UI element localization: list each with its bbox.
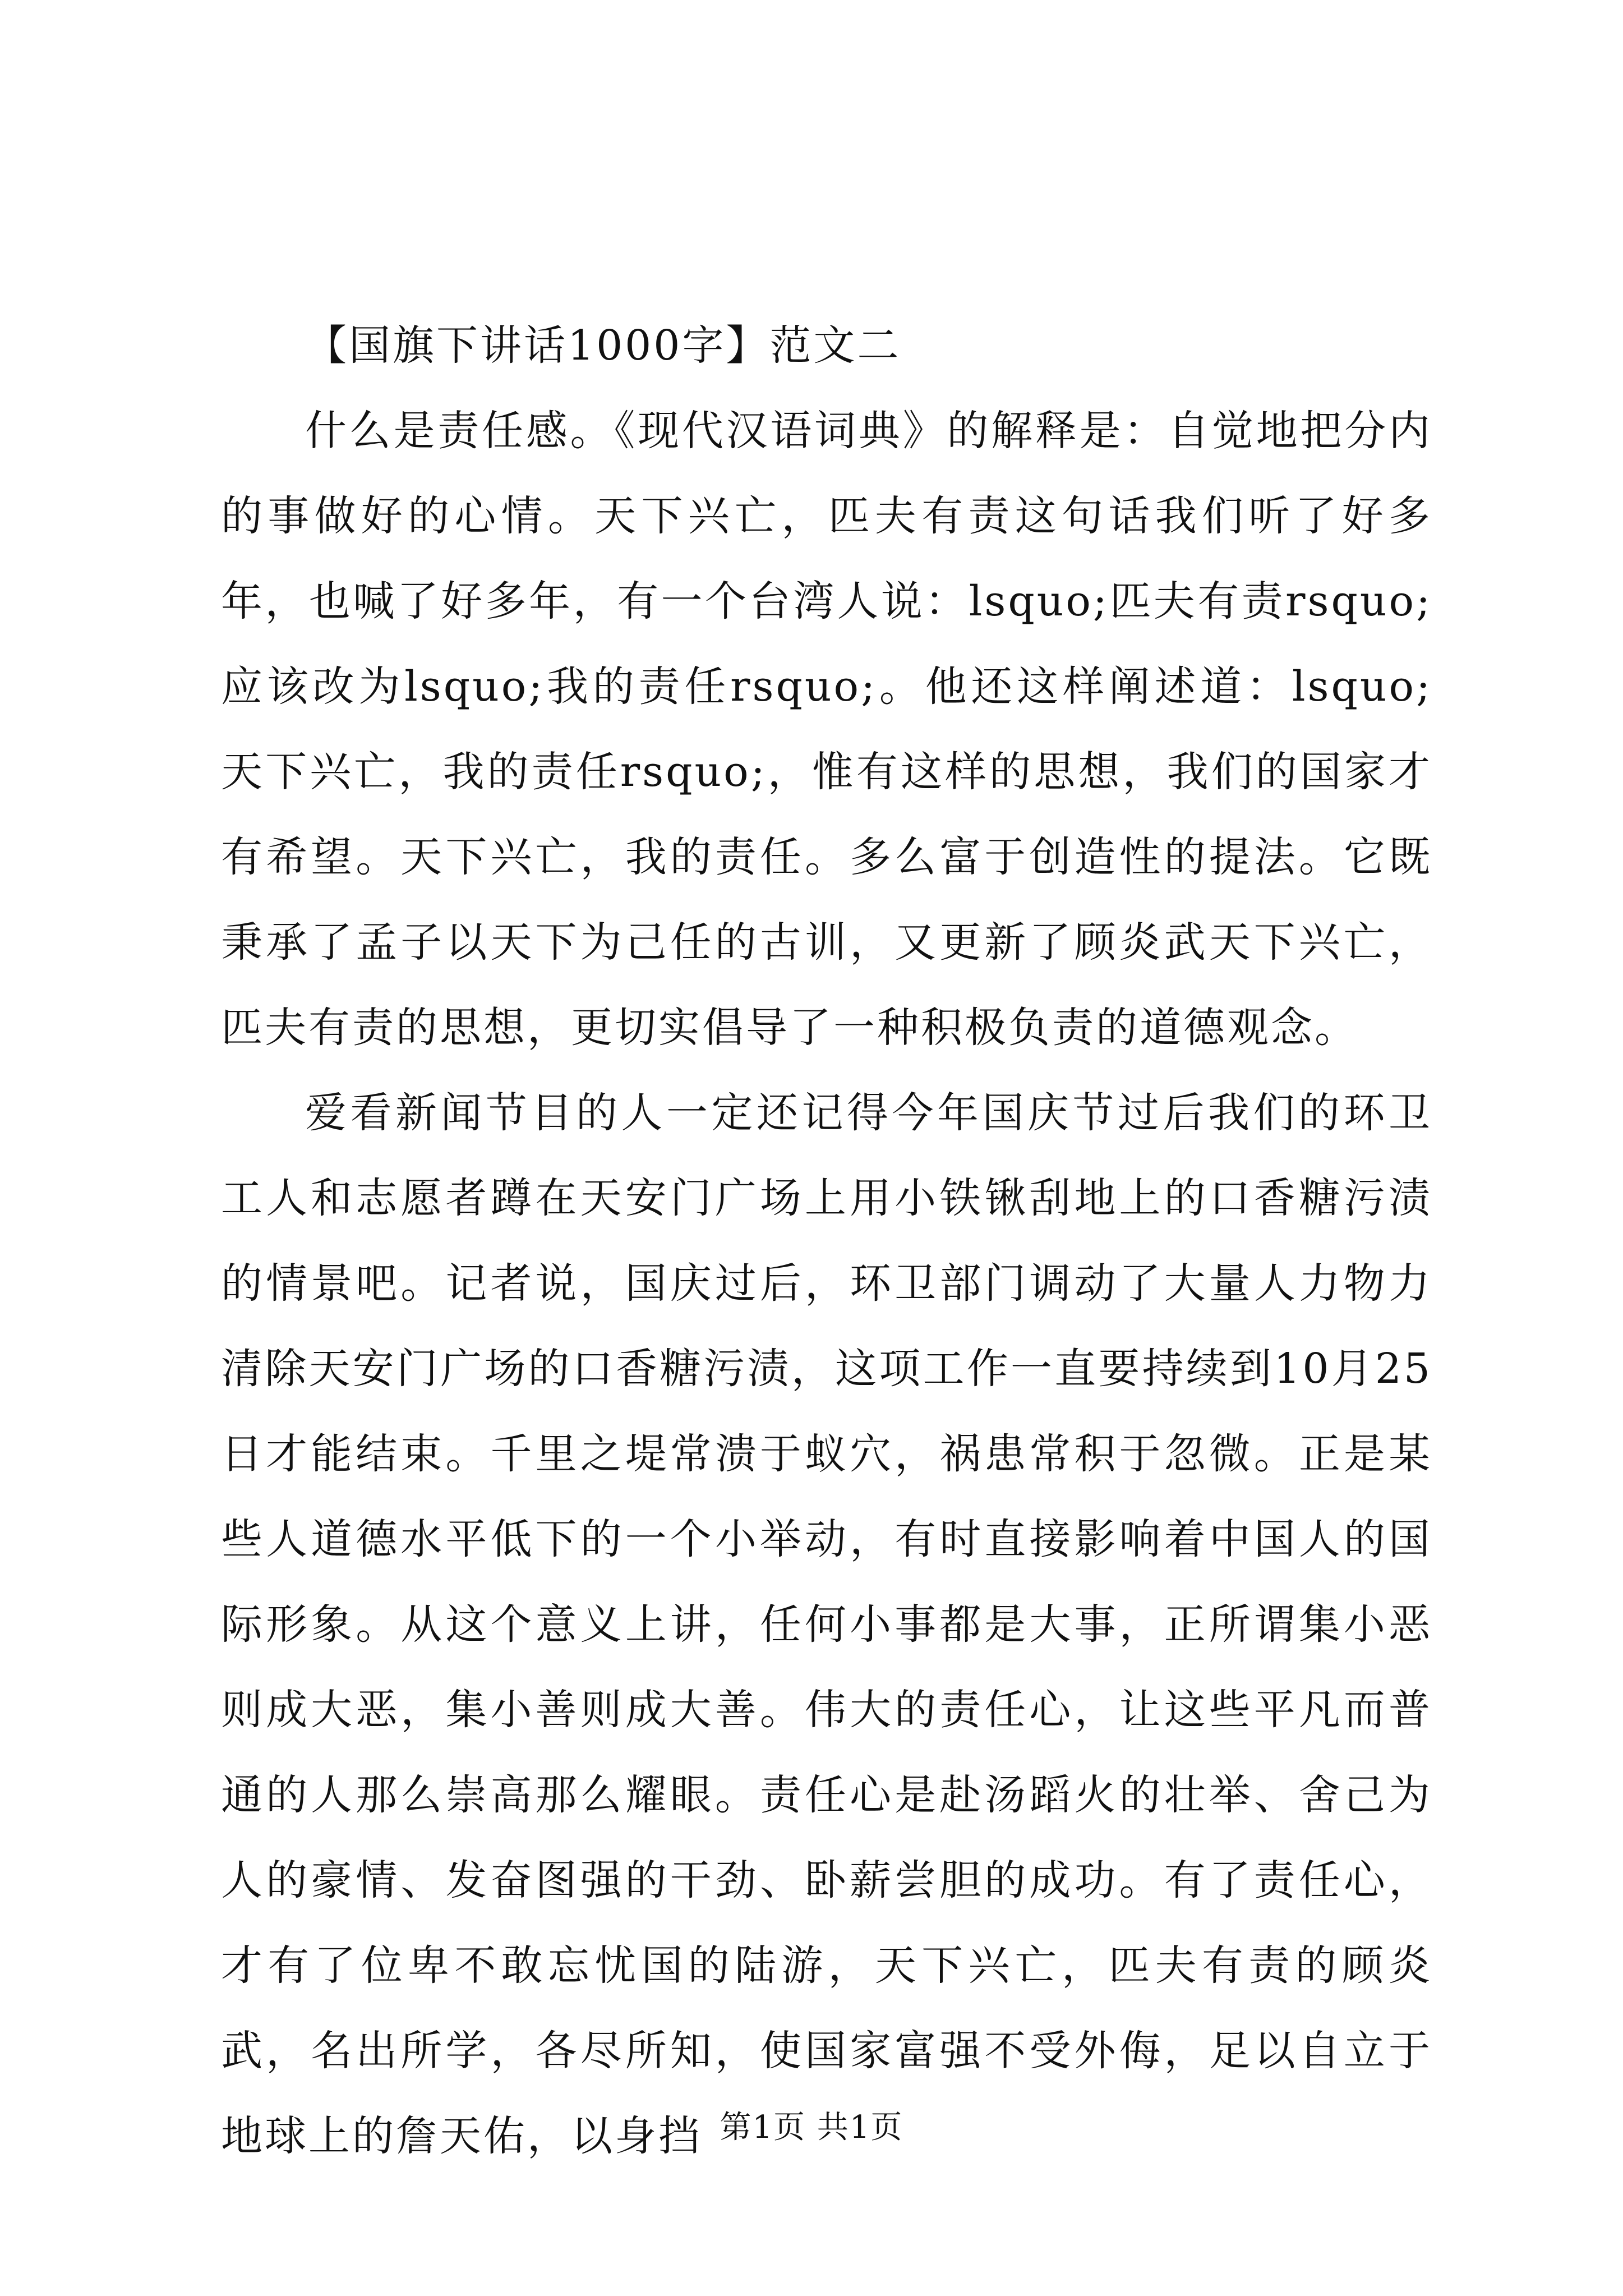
paragraph: 什么是责任感。《现代汉语词典》的解释是：自觉地把分内的事做好的心情。天下兴亡，匹夫有责这句话我们听了好多年，也喊了好多年，有一个台湾人说：lsquo;匹夫有责rsquo;应该改为lsquo;我的责任rsquo;。他还这样阐述道：lsquo;天下兴亡，我的责任rsquo;，惟有这样的思想，我们的国家才有希望。天下兴亡，我的责任。多么富于创造性的提法。它既秉承了孟子以天下为己任的古训，又更新了顾炎武天下兴亡，匹夫有责的思想，更切实倡导了一种积极负责的道德观念。 bbox=[221, 407, 1432, 1052]
page-number-footer: 第1页 共1页 bbox=[720, 2109, 903, 2146]
document-body bbox=[221, 303, 1432, 2179]
document-title: 【国旗下讲话1000字】范文二 bbox=[305, 321, 901, 370]
paragraph: 爱看新闻节目的人一定还记得今年国庆节过后我们的环卫工人和志愿者蹲在天安门广场上用小铁锹刮地上的口香糖污渍的情景吧。记者说，国庆过后，环卫部门调动了大量人力物力清除天安门广场的口香糖污渍，这项工作一直要持续到10月25日才能结束。千里之堤常溃于蚁穴，祸患常积于忽微。正是某些人道德水平低下的一个小举动，有时直接影响着中国人的国际形象。从这个意义上讲，任何小事都是大事，正所谓集小恶则成大恶，集小善则成大善。伟大的责任心，让这些平凡而普通的人那么崇高那么耀眼。责任心是赴汤蹈火的壮举、舍己为人的豪情、发奋图强的干劲、卧薪尝胆的成功。有了责任心，才有了位卑不敢忘忧国的陆游，天下兴亡，匹夫有责的顾炎武，名出所学，各尽所知，使国家富强不受外侮，足以自立于地球上的詹天佑，以身挡 bbox=[221, 1089, 1432, 2160]
